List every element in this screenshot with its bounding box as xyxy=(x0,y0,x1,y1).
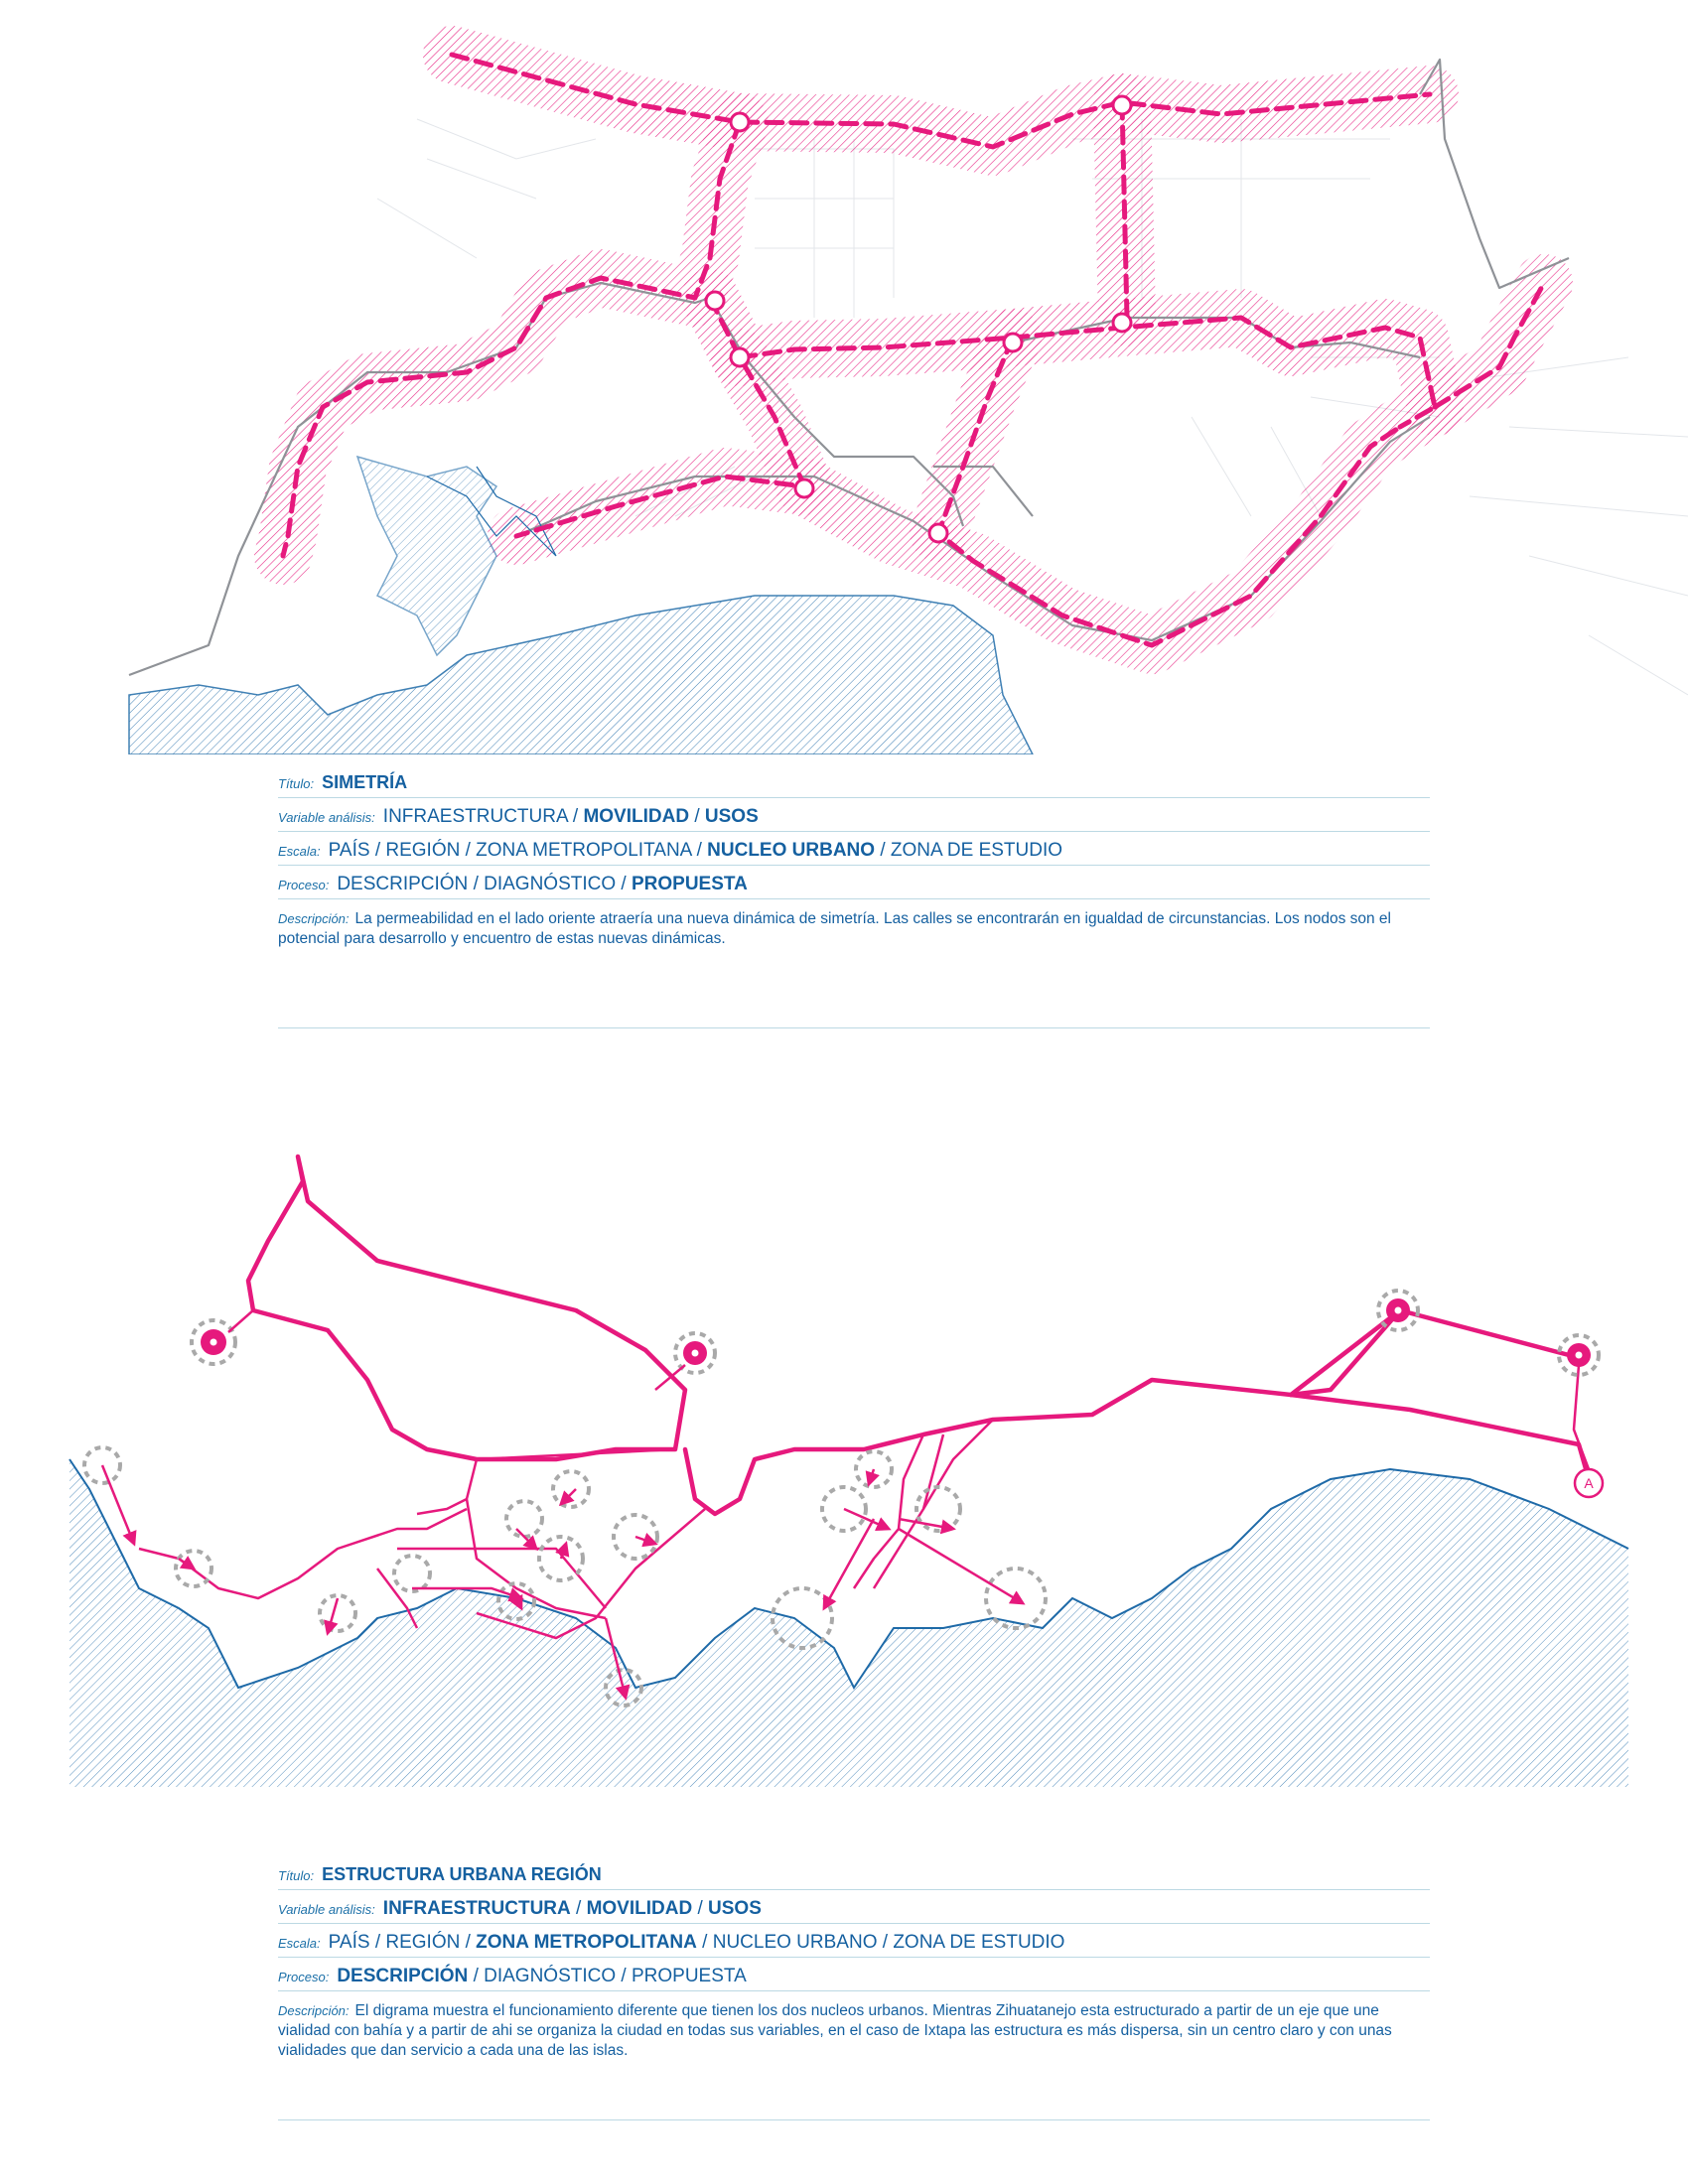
proceso-label: Proceso: xyxy=(278,878,330,892)
row-escala xyxy=(278,832,1430,866)
marker-a xyxy=(1575,1469,1603,1497)
info-sheet-estructura xyxy=(278,1856,1430,2061)
row-descripcion xyxy=(278,1991,1430,2061)
map-simetria xyxy=(0,0,1688,754)
row-titulo xyxy=(278,764,1430,798)
option-item: PROPUESTA xyxy=(631,874,748,894)
node xyxy=(929,524,947,542)
row-titulo xyxy=(278,1856,1430,1890)
variable-value: INFRAESTRUCTURA / MOVILIDAD / USOS xyxy=(382,1898,762,1919)
option-item: MOVILIDAD xyxy=(586,1898,693,1919)
option-item: NUCLEO URBANO xyxy=(707,840,876,861)
descripcion-value: El digrama muestra el funcionamiento diferente que tienen los dos nucleos urbanos. Mientras Zihuatanejo esta estructurado a partir de un eje que une vialidad con bahía y a partir de ahi se organiza la ciudad en todas sus variables, en el caso de Ixtapa las estructura es más dispersa, sin un centro claro y con unas vialidades que dan servicio a cada una de las islas. xyxy=(278,2002,1392,2059)
node xyxy=(795,479,813,497)
hub-nodes xyxy=(192,1291,1599,1390)
marker-a-label: A xyxy=(1584,1475,1594,1491)
option-item: DESCRIPCIÓN xyxy=(337,1966,474,1986)
divider xyxy=(278,1027,1430,1028)
titulo-label: Título: xyxy=(278,1868,315,1883)
option-item: ZONA DE ESTUDIO xyxy=(890,840,1063,861)
option-item: PROPUESTA xyxy=(631,1966,747,1986)
option-item: REGIÓN xyxy=(385,840,461,861)
hub-node xyxy=(192,1310,253,1364)
option-item: ZONA METROPOLITANA xyxy=(476,840,692,861)
titulo-value: ESTRUCTURA URBANA REGIÓN xyxy=(322,1864,602,1884)
descripcion-value: La permeabilidad en el lado oriente atraería una nueva dinámica de simetría. Las calles se encontrarán en igualdad de circunstancias. Los nodos son el potencial para desarrollo y encuentro de estas nuevas dinámicas. xyxy=(278,910,1391,947)
escala-label: Escala: xyxy=(278,844,321,859)
titulo-label: Título: xyxy=(278,776,315,791)
option-item: PAÍS xyxy=(328,1932,375,1953)
option-item: INFRAESTRUCTURA xyxy=(382,1898,571,1919)
option-item: ZONA METROPOLITANA xyxy=(476,1932,697,1953)
divider xyxy=(278,2119,1430,2120)
escala-value: PAÍS / REGIÓN / ZONA METROPOLITANA / NUCLEO URBANO / ZONA DE ESTUDIO xyxy=(328,1932,1065,1953)
node xyxy=(1113,314,1131,332)
variable-value: INFRAESTRUCTURA / MOVILIDAD / USOS xyxy=(382,806,759,827)
option-item: MOVILIDAD xyxy=(583,806,690,827)
row-descripcion xyxy=(278,899,1430,949)
descripcion-label: Descripción: xyxy=(278,911,350,926)
proceso-value: DESCRIPCIÓN / DIAGNÓSTICO / PROPUESTA xyxy=(337,874,748,894)
option-item: INFRAESTRUCTURA xyxy=(382,806,568,827)
main-roads xyxy=(248,1157,1589,1514)
info-sheet-simetria xyxy=(278,764,1430,949)
option-item: REGIÓN xyxy=(385,1932,461,1953)
option-item: NUCLEO URBANO xyxy=(712,1932,878,1953)
option-item: DIAGNÓSTICO xyxy=(484,1966,617,1986)
proceso-label: Proceso: xyxy=(278,1970,330,1984)
row-escala xyxy=(278,1924,1430,1958)
variable-label: Variable análisis: xyxy=(278,810,375,825)
row-variable xyxy=(278,1890,1430,1924)
variable-label: Variable análisis: xyxy=(278,1902,375,1917)
row-proceso xyxy=(278,866,1430,899)
map-estructura-urbana xyxy=(0,1142,1688,1837)
row-variable xyxy=(278,798,1430,832)
option-item: USOS xyxy=(704,806,759,827)
sea xyxy=(70,1459,1628,1787)
titulo-value: SIMETRÍA xyxy=(322,772,408,792)
proceso-value: DESCRIPCIÓN / DIAGNÓSTICO / PROPUESTA xyxy=(337,1966,747,1986)
option-item: DESCRIPCIÓN xyxy=(337,874,474,894)
hub-node xyxy=(655,1333,715,1390)
descripcion-label: Descripción: xyxy=(278,2003,350,2018)
node xyxy=(731,113,749,131)
node xyxy=(731,348,749,366)
escala-value: PAÍS / REGIÓN / ZONA METROPOLITANA / NUCLEO URBANO / ZONA DE ESTUDIO xyxy=(328,840,1063,861)
node xyxy=(1004,334,1022,351)
option-item: DIAGNÓSTICO xyxy=(484,874,617,894)
hub-node xyxy=(1378,1291,1418,1330)
row-proceso xyxy=(278,1958,1430,1991)
node xyxy=(1113,96,1131,114)
escala-label: Escala: xyxy=(278,1936,321,1951)
option-item: USOS xyxy=(708,1898,762,1919)
option-item: PAÍS xyxy=(328,840,375,861)
node xyxy=(706,292,724,310)
option-item: ZONA DE ESTUDIO xyxy=(893,1932,1065,1953)
